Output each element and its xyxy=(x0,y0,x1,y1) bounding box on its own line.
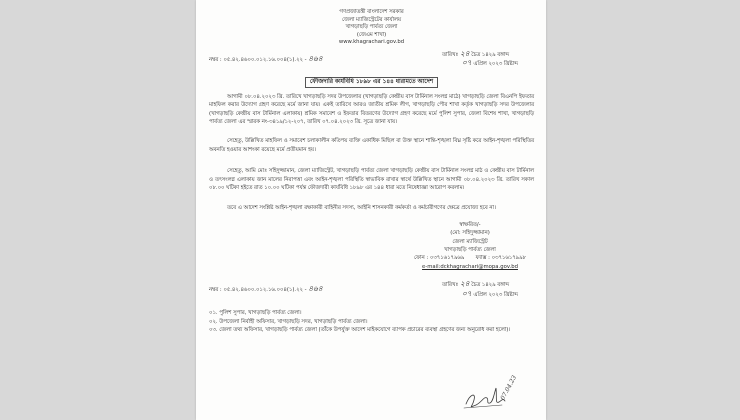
paragraph-1: আগামী ০৮.০৪.২০২৩ খ্রি. তারিখে খাগড়াছড়ি সদর উপজেলার (খাগড়াছড়ি কেন্দ্রীয় বাস টার্মিনাল সংলগ্ন মাঠে) খাগড়াছড়ি জেলা বিএনপি ইফতার মাহফিল করার উদ্যোগ গ্রহণ করেছে মর্মে জানা যায়। একই তারিখে আরও জাতীয় শ্রমিক লীগ, খাগড়াছড়ি পৌর শাখা কর্তৃক খাগড়াছড়ি সদর উপজেলার (খাগড়াছড়ি কেন্দ্রীয় বাস টার্মিনাল এলাকায়) শ্রমিক সমাবেশ ও ইফতার বিতরণের উদ্যোগ গ্রহণ করেছে মর্মে পুলিশ সুপার, জেলা বিশেষ শাখা, খাগড়াছড়ি পার্বত্য জেলা এর স্মারক নং-৩৪১৯/১২-২০৭, তারিখ ০৭.০৪.২০২৩ খ্রি. সূত্রে জানা যায়। xyxy=(209,93,534,125)
memo-date xyxy=(442,50,534,69)
signatory-name: (মো: সহিদুজ্জামান) xyxy=(450,230,490,237)
distribution-item: ০২. উপজেলা নির্বাহী অফিসার, খাগড়াছড়ি সদর, খাগড়াছড়ি পার্বত্য জেলা। xyxy=(209,318,368,325)
copy-memo-row xyxy=(209,280,534,299)
signature-date: 07.04.23 xyxy=(499,374,519,402)
memo-date-gregorian-rest: এপ্রিল ২০২৩ খ্রিষ্টাব্দ xyxy=(473,61,518,68)
branch-name: (জেএম শাখা) xyxy=(356,31,387,38)
copy-memo-date-gregorian xyxy=(442,290,534,299)
copy-memo-date-bangla-day: ২৪ xyxy=(459,279,470,289)
district-name: খাগড়াছড়ি পার্বত্য জেলা xyxy=(345,24,398,31)
contact-line xyxy=(414,254,526,262)
handwritten-signature xyxy=(462,374,532,414)
memo-number-label: নম্বর : xyxy=(209,56,222,63)
copy-memo-date-bangla xyxy=(442,280,534,289)
email-address: e-mail:dckhagrachari@mopa.gov.bd xyxy=(422,263,518,270)
copy-memo-date-bangla-rest: চৈত্র ১৪২৯ বঙ্গাব্দ xyxy=(471,282,509,289)
memo-number-handwritten: ৪৬৪ xyxy=(308,53,323,63)
paragraph-4: তবে এ আদেশ সংশ্লিষ্ট আইন-শৃঙ্খলা রক্ষাকারী বাহিনীর সদস্য, আইনি শাসনকারী কর্মকর্তা ও কর্মচারীগণের ক্ষেত্রে প্রযোজ্য হবে না। xyxy=(227,205,496,212)
signed-note: স্বাক্ষরিত/- xyxy=(459,221,481,228)
memo-date-bangla-day: ২৪ xyxy=(459,48,470,58)
website: www.khagrachari.gov.bd xyxy=(338,39,405,46)
copy-memo-number-label: নম্বর : xyxy=(209,286,222,293)
distribution-list xyxy=(209,309,534,335)
memo-date-label: তারিখঃ xyxy=(442,51,459,58)
letterhead xyxy=(209,9,534,47)
fax-number: ফ্যাক্স : ০৩৭১৬১৭৯৯৮ xyxy=(475,255,526,262)
copy-memo-number-handwritten: ৪৬৪ xyxy=(308,283,323,293)
copy-memo-date-gregorian-day: ০৭ xyxy=(462,288,472,298)
order-title: ফৌজদারি কার্যবিধি ১৮৯৮ এর ১৪৪ ধারামতে আদেশ xyxy=(305,77,438,88)
memo-number-value: ০৫.৪২.৪৬০০.০১২.১৬.০০৪(১).২২ - xyxy=(223,56,307,63)
order-title-wrap xyxy=(209,77,534,88)
memo-date-gregorian-day: ০৭ xyxy=(462,58,472,68)
memo-date-gregorian xyxy=(442,59,534,68)
memo-row xyxy=(209,50,534,69)
copy-memo-number-value: ০৫.৪২.৪৬০০.০১২.১৬.০০৪(১).২২ - xyxy=(223,286,307,293)
paragraph-2: সেহেতু, উল্লিখিত মাহফিল ও সমাবেশ চলাকালীন কতিপয় ব্যক্তি একাধিক মিছিল বা উক্ত স্থানে শান্তি-শৃঙ্খলা বিঘ্ন সৃষ্টি করে আইন-শৃঙ্খলা পরিস্থিতির অবনতি হওয়ার আশংকা রয়েছে মর্মে প্রতীয়মান হয়। xyxy=(209,138,534,153)
signatory-district: খাগড়াছড়ি পার্বত্য জেলা xyxy=(444,247,496,254)
signatory-designation: জেলা ম্যাজিস্ট্রেট xyxy=(452,238,488,245)
document-page xyxy=(196,0,546,420)
copy-memo-date-gregorian-rest: এপ্রিল ২০২৩ খ্রিষ্টাব্দ xyxy=(473,291,518,298)
signature-scribble xyxy=(462,374,532,414)
copy-memo-number xyxy=(209,285,323,294)
memo-date-bangla-rest: চৈত্র ১৪২৯ বঙ্গাব্দ xyxy=(471,51,509,58)
memo-date-bangla xyxy=(442,50,534,59)
memo-number xyxy=(209,55,323,64)
distribution-item: ০৩. জেলা তথ্য অফিসার, খাগড়াছড়ি পার্বত্য জেলা (তাঁকে উপর্যুক্ত আদেশ মাইকযোগে ব্যাপক প্রচারের ব্যবস্থা গ্রহণের জন্য অনুরোধ করা হলো)। xyxy=(209,327,511,334)
paragraph-3: সেহেতু, আমি মোঃ সহিদুজ্জামান, জেলা ম্যাজিস্ট্রেট, খাগড়াছড়ি পার্বত্য জেলা খাগড়াছড়ি কেন্দ্রীয় বাস টার্মিনাল সংলগ্ন মাঠ ও কেন্দ্রীয় বাস টার্মিনাল ও তৎসংলগ্ন এলাকায় জান মালের নিরাপত্তা এবং আইন-শৃঙ্খলা পরিস্থিতি স্বাভাবিক রাখার স্বার্থে উল্লিখিত স্থানে আগামী ০৮.০৪.২০২৩ খ্রি. তারিখ সকাল ০৮.০০ ঘটিকা হইতে রাত ১০.০০ ঘটিকা পর্যন্ত ফৌজদারী কার্যবিধি ১৮৯৮ এর ১৪৪ ধারা মতে নিষেধাজ্ঞা আরোপ করলাম। xyxy=(209,168,534,192)
phone-number: ফোন : ০৩৭১৬১৭৯৬৯ xyxy=(414,255,465,262)
copy-memo-date xyxy=(442,280,534,299)
office-name: জেলা ম্যাজিস্ট্রেটের কার্যালয় xyxy=(342,16,401,23)
signature-block xyxy=(414,221,526,271)
government-name: গণপ্রজাতন্ত্রী বাংলাদেশ সরকার xyxy=(339,9,404,15)
distribution-item: ০১. পুলিশ সুপার, খাগড়াছড়ি পার্বত্য জেলা। xyxy=(209,310,302,317)
copy-memo-date-label: তারিখঃ xyxy=(442,282,459,289)
